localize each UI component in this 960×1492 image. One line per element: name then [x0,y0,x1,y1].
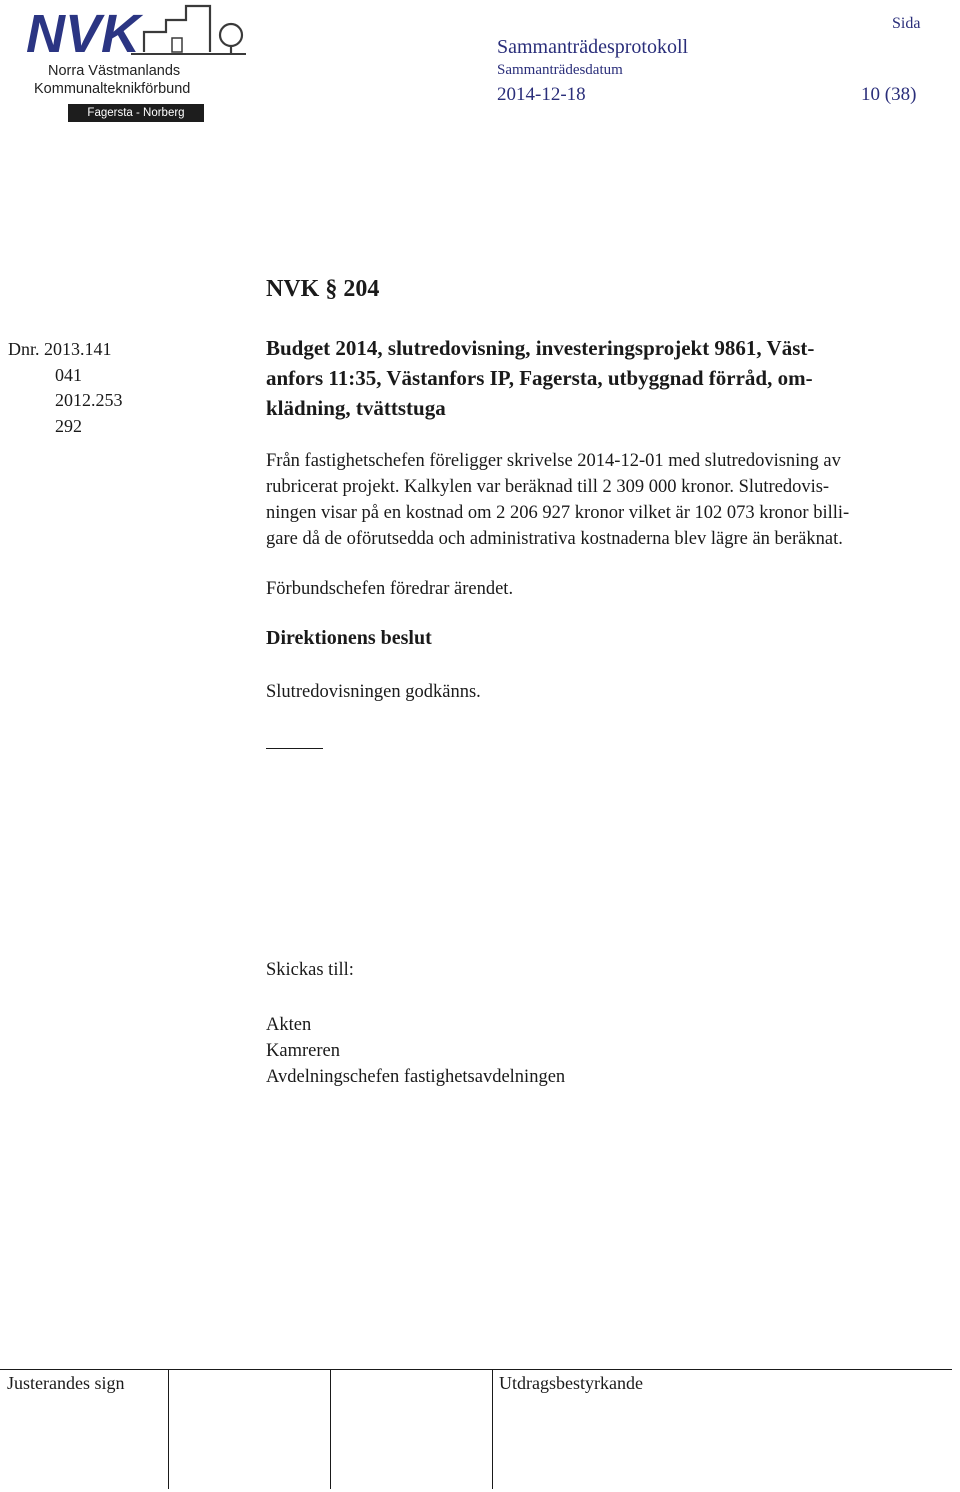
recipient: Avdelningschefen fastighetsavdelningen [266,1067,566,1087]
page-number: 10 (38) [861,84,917,105]
paragraph-line: ningen visar på en kostnad om 2 206 927 kronor vilket är 102 073 kronor billi- [266,503,850,523]
nvk-logo-graphic [26,2,248,62]
footer-column-divider [330,1369,331,1489]
send-to-label: Skickas till: [266,960,354,980]
logo-org-name-line2: Kommunalteknikförbund [34,81,191,97]
footer-top-rule [0,1369,952,1370]
presenter-paragraph: Förbundschefen föredrar ärendet. [266,579,514,599]
justerandes-sign-label: Justerandes sign [7,1373,125,1393]
paragraph-line: rubricerat projekt. Kalkylen var beräknad till 2 309 000 kronor. Slutredovis- [266,477,830,497]
recipient: Akten [266,1015,312,1035]
agenda-item-heading [266,333,956,423]
dnr-line: 041 [55,365,82,385]
heading-line: klädning, tvättstuga [266,396,446,420]
meeting-date: 2014-12-18 [497,84,586,105]
footer-column-divider [168,1369,169,1489]
logo-org-name-line1: Norra Västmanlands [48,63,181,79]
paragraph-line: gare då de oförutsedda och administrativa kostnaderna blev lägre än beräknat. [266,529,843,549]
recipient: Kamreren [266,1041,340,1061]
section-end-rule [266,748,323,749]
document-title: Sammanträdesprotokoll [497,36,689,58]
paragraph-line: Från fastighetschefen föreligger skrivelse 2014-12-01 med slutredovisning av [266,451,841,471]
dnr-line: 2012.253 [55,390,123,410]
logo-letters: NVK [26,4,141,62]
background-paragraph [266,448,958,552]
dnr-line: Dnr. 2013.141 [8,339,112,359]
meeting-date-label: Sammanträdesdatum [497,62,623,78]
decision-text: Slutredovisningen godkänns. [266,682,481,702]
heading-line: anfors 11:35, Västanfors IP, Fagersta, utbyggnad förråd, om- [266,366,813,390]
utdragsbestyrkande-label: Utdragsbestyrkande [499,1373,643,1393]
section-number: NVK § 204 [266,276,380,302]
logo-location-bar: Fagersta - Norberg [68,104,204,122]
page-label: Sida [892,15,921,32]
decision-heading: Direktionens beslut [266,627,432,649]
organization-logo [26,2,248,124]
footer-column-divider [492,1369,493,1489]
recipient-list [266,1012,565,1090]
heading-line: Budget 2014, slutredovisning, investeringsprojekt 9861, Väst- [266,336,815,360]
dnr-line: 292 [55,416,82,436]
